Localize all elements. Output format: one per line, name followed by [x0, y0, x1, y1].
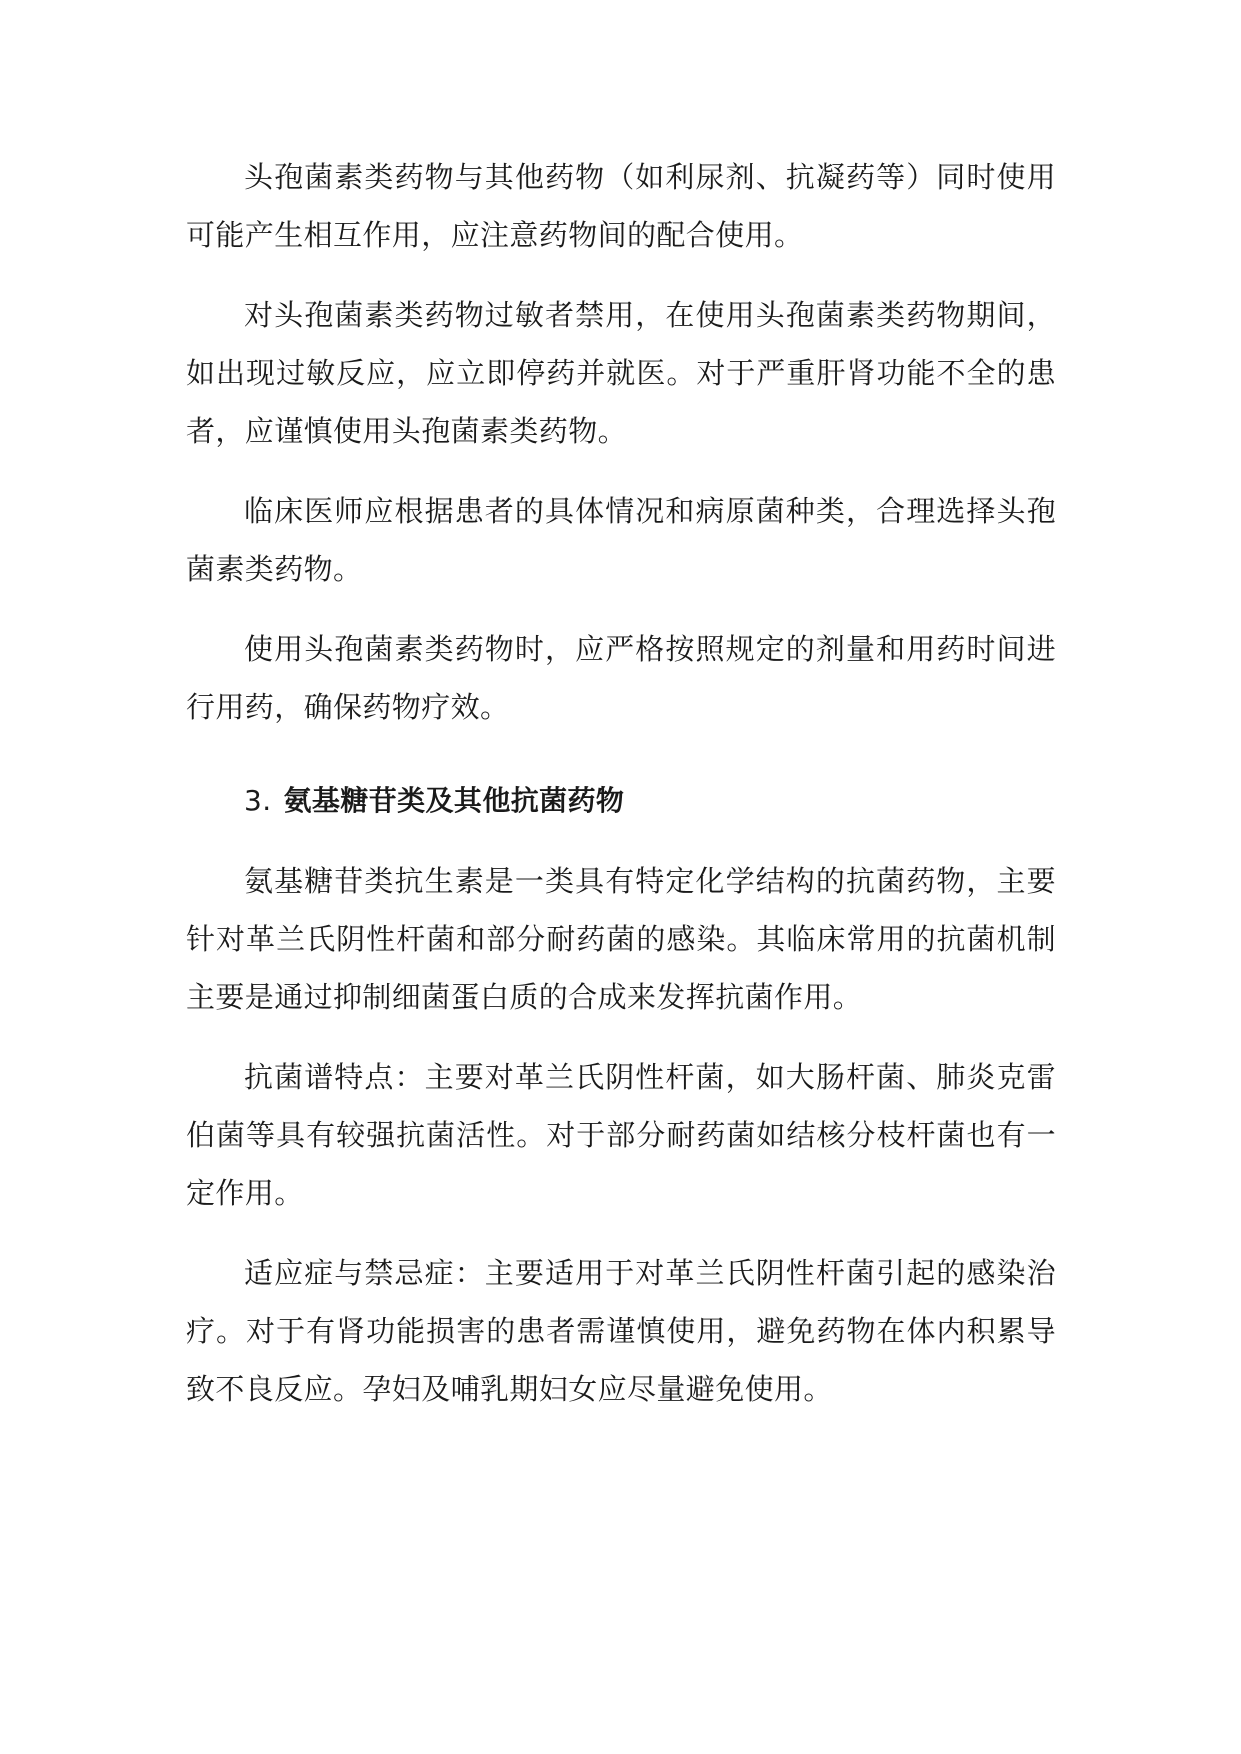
paragraph-allergy-contraindication: 对头孢菌素类药物过敏者禁用，在使用头孢菌素类药物期间，如出现过敏反应，应立即停药并就医。对于严重肝肾功能不全的患者，应谨慎使用头孢菌素类药物。	[186, 298, 1056, 448]
paragraph-dosage: 使用头孢菌素类药物时，应严格按照规定的剂量和用药时间进行用药，确保药物疗效。	[186, 632, 1056, 724]
paragraph-rational-selection: 临床医师应根据患者的具体情况和病原菌种类，合理选择头孢菌素类药物。	[186, 494, 1056, 586]
section-number: 3.	[244, 784, 272, 817]
section-heading	[186, 772, 1056, 830]
document-body	[186, 148, 1056, 1440]
paragraph-drug-interactions: 头孢菌素类药物与其他药物（如利尿剂、抗凝药等）同时使用可能产生相互作用，应注意药物间的配合使用。	[186, 160, 1056, 252]
paragraph-aminoglycoside-overview: 氨基糖苷类抗生素是一类具有特定化学结构的抗菌药物，主要针对革兰氏阴性杆菌和部分耐药菌的感染。其临床常用的抗菌机制主要是通过抑制细菌蛋白质的合成来发挥抗菌作用。	[186, 864, 1056, 1014]
section-title: 氨基糖苷类及其他抗菌药物	[283, 784, 625, 817]
paragraph-antibacterial-spectrum: 抗菌谱特点：主要对革兰氏阴性杆菌，如大肠杆菌、肺炎克雷伯菌等具有较强抗菌活性。对于部分耐药菌如结核分枝杆菌也有一定作用。	[186, 1060, 1056, 1210]
paragraph-indications-contraindications: 适应症与禁忌症：主要适用于对革兰氏阴性杆菌引起的感染治疗。对于有肾功能损害的患者需谨慎使用，避免药物在体内积累导致不良反应。孕妇及哺乳期妇女应尽量避免使用。	[186, 1256, 1056, 1406]
